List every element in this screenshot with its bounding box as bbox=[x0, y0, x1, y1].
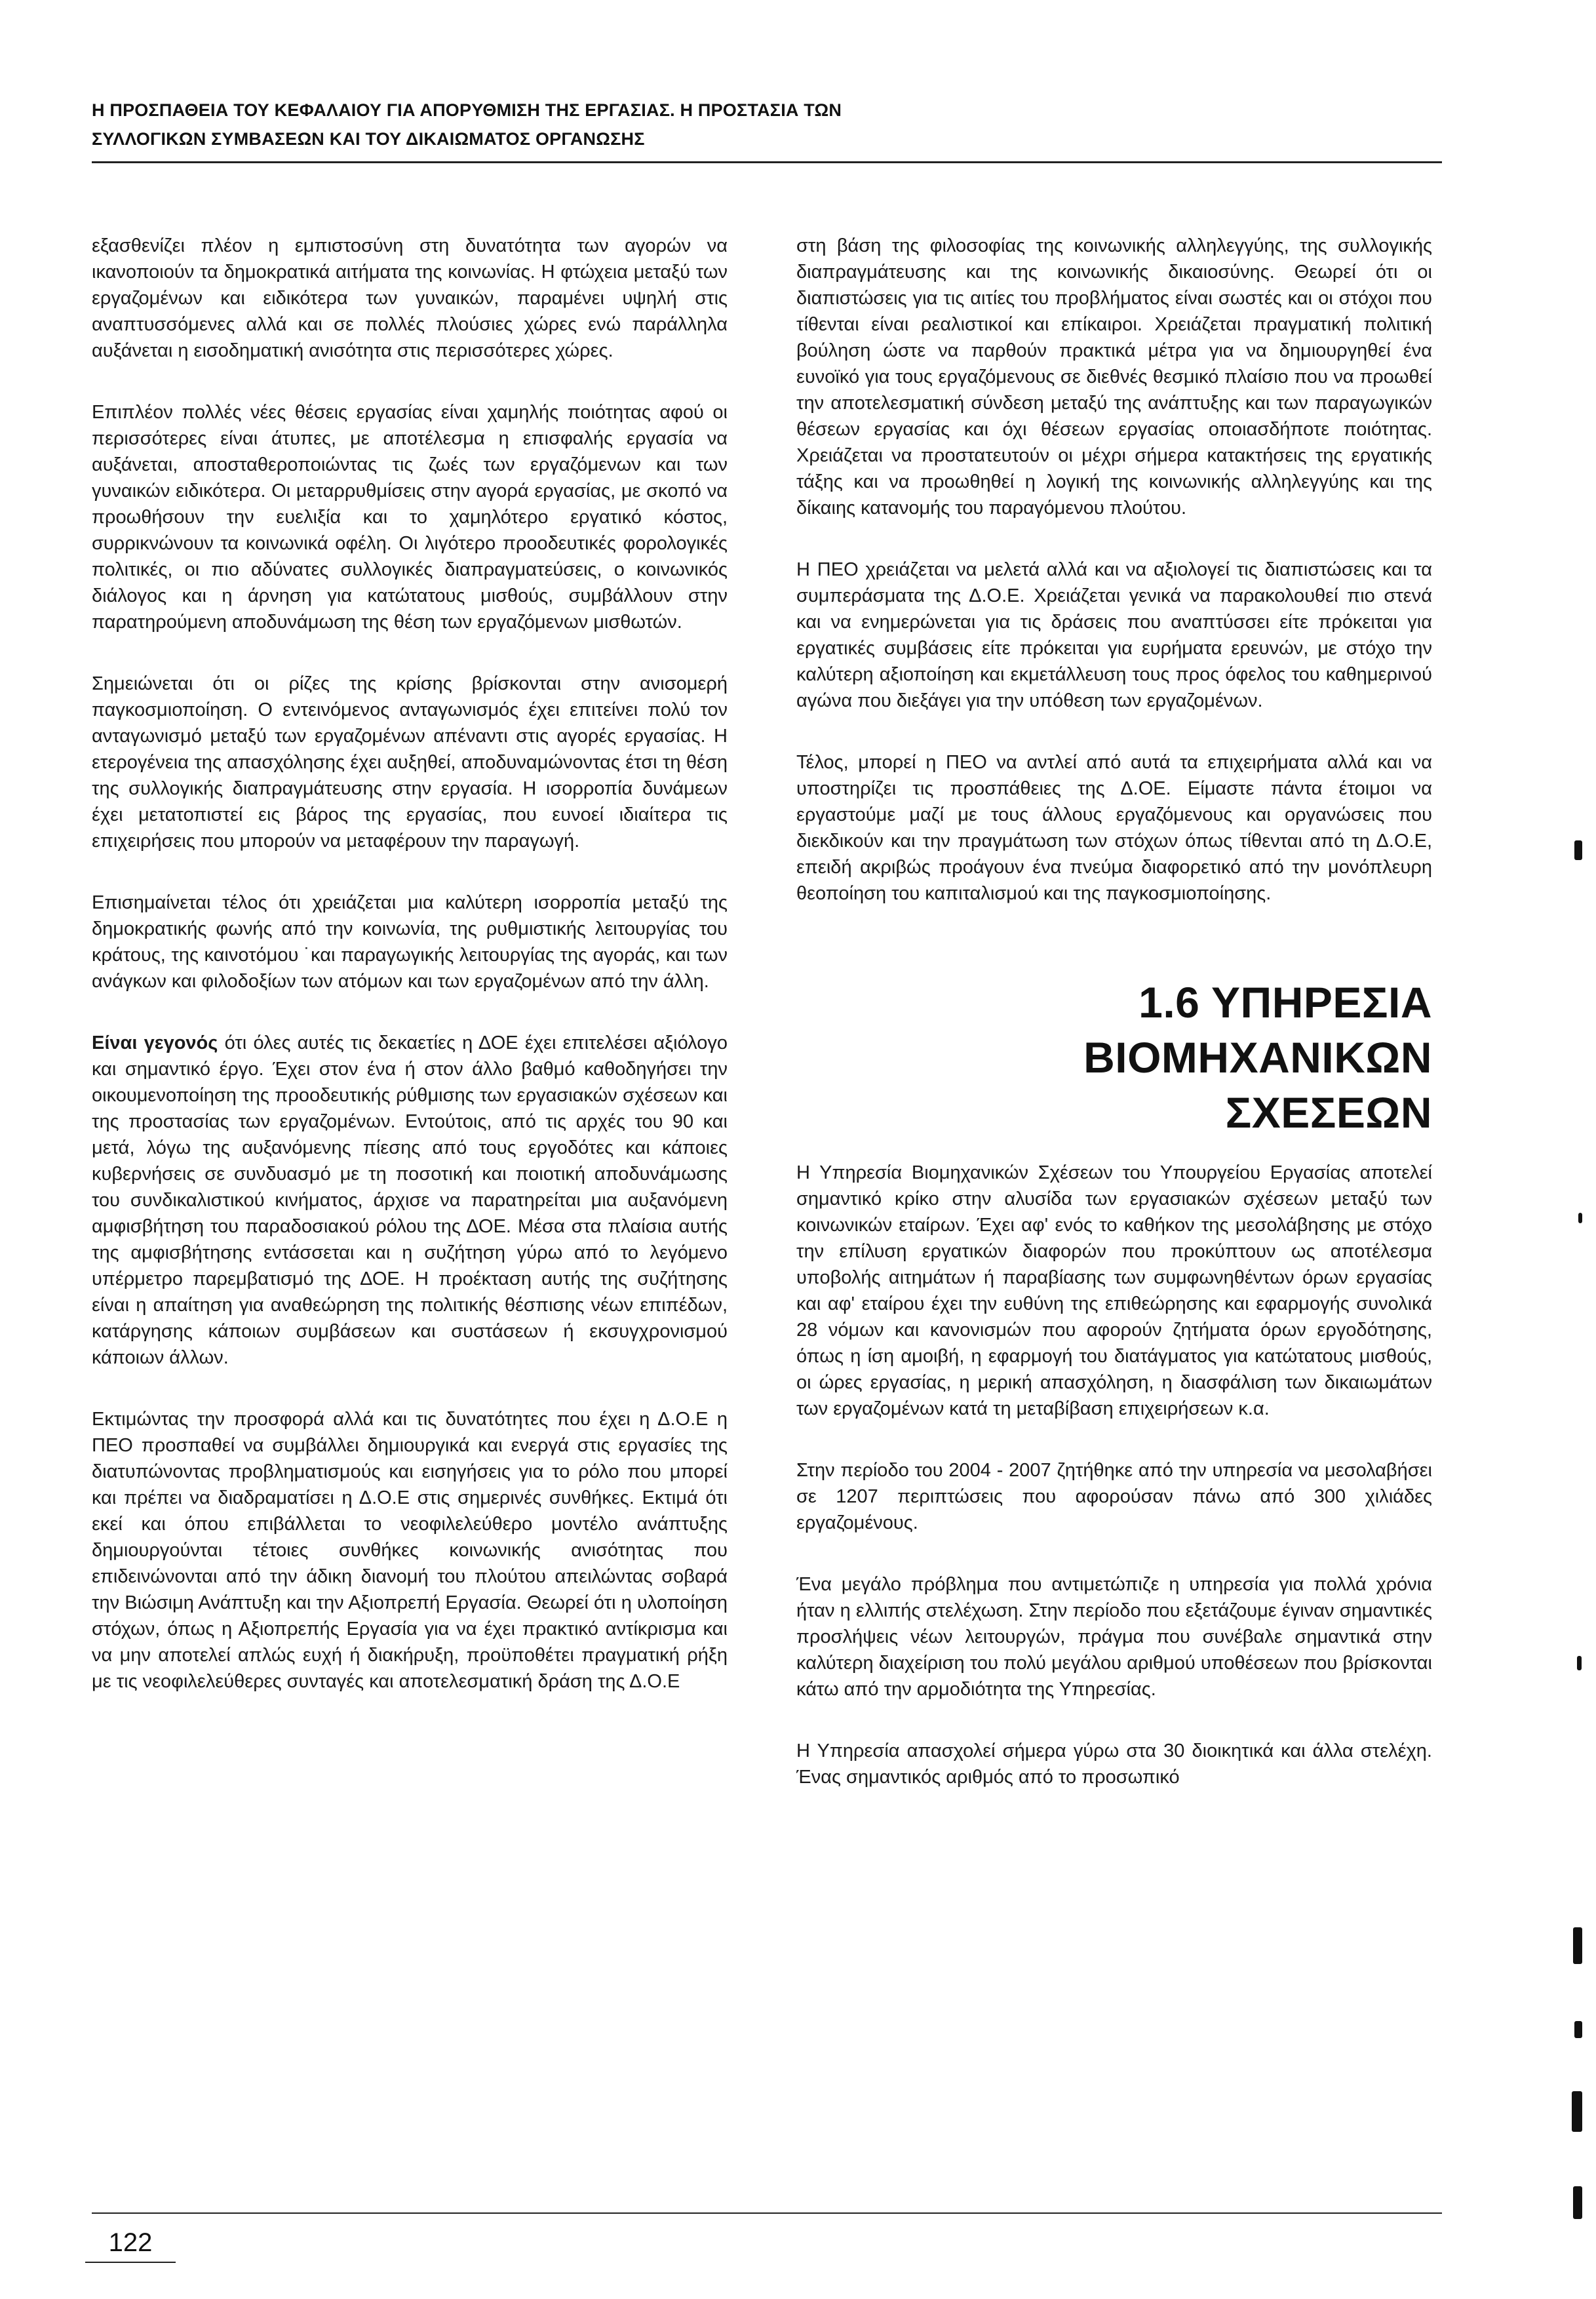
section-heading-line-1: 1.6 ΥΠΗΡΕΣΙΑ ΒΙΟΜΗΧΑΝΙΚΩΝ bbox=[1083, 978, 1432, 1082]
scan-edge-mark bbox=[1577, 1656, 1582, 1670]
page-number-underline bbox=[85, 2262, 176, 2263]
paragraph: Επισημαίνεται τέλος ότι χρειάζεται μια καλύτερη ισορροπία μεταξύ της δημοκρατικής φωνής από την κοινωνία, της ρυθμιστικής λειτουργίας του κράτους, της καινοτόμου ˙και παραγωγικής λειτουργίας της αγοράς, και των ανάγκων και φιλοδοξίων των ατόμων και των εργαζομένων από την άλλη. bbox=[92, 892, 728, 992]
scan-edge-mark bbox=[1574, 2021, 1582, 2038]
scan-edge-mark bbox=[1573, 1927, 1582, 1964]
header-divider bbox=[92, 161, 1442, 163]
section-heading-line-2: ΣΧΕΣΕΩΝ bbox=[1225, 1088, 1432, 1137]
scan-edge-mark bbox=[1572, 2091, 1582, 2132]
paragraph: Σημειώνεται ότι οι ρίζες της κρίσης βρίσκονται στην ανισομερή παγκοσμιοποίηση. Ο εντεινόμενος ανταγωνισμός έχει επιτείνει πολύ τον ανταγωνισμό μεταξύ των εργαζομένων απέναντι στις αγορές εργασίας. Η ετερογένεια της απασχόλησης έχει αυξηθεί, αποδυναμώνοντας έτσι τη θέση της συλλογικής διαπραγμάτευσης στην εργασία. Η ισορροπία δυνάμεων έχει μετατοπιστεί εις βάρος της εργασίας, που ευνοεί ιδιαίτερα τις επιχειρήσεις που μπορούν να μεταφέρουν την παραγωγή. bbox=[92, 673, 728, 852]
left-column bbox=[92, 233, 728, 1695]
footer-divider bbox=[92, 2212, 1442, 2214]
scan-edge-mark bbox=[1578, 1213, 1582, 1223]
bold-lead-in: Είναι γεγονός bbox=[92, 1032, 218, 1053]
paragraph: Επιπλέον πολλές νέες θέσεις εργασίας είναι χαμηλής ποιότητας αφού οι περισσότερες είναι άτυπες, με αποτέλεσμα η επισφαλής εργασία να αυξάνεται, αποσταθεροποιώντας τις ζωές των εργαζόμενων και των γυναικών ειδικότερα. Οι μεταρρυθμίσεις στην αγορά εργασίας, με σκοπό να προωθήσουν την ευελιξία και το χαμηλότερο εργατικό κόστος, συρρικνώνουν τα κοινωνικά οφέλη. Οι λιγότερο προοδευτικές φορολογικές πολιτικές, οι πιο αδύνατες συλλογικές διαπραγματεύσεις, ο κοινωνικός διάλογος και η άρνηση για κατώτατους μισθούς, συμβάλλουν στην παρατηρούμενη αποδυνάμωση της θέση των εργαζόμενων μισθωτών. bbox=[92, 402, 728, 633]
paragraph-text: ότι όλες αυτές τις δεκαετίες η ΔΟΕ έχει επιτελέσει αξιόλογο και σημαντικό έργο. Έχει στον ένα ή στον άλλο βαθμό καθοδηγήσει την οικουμενοποίηση της προοδευτικής ρύθμισης των εργασιακών σχέσεων και της προστασίας των εργαζομένων. Εντούτοις, από τις αρχές του 90 και μετά, λόγω της αυξανόμενης πίεσης από τους εργοδότες και κάποιες κυβερνήσεις σε συνδυασμό με τη ποσοτική και ποιοτική αποδυνάμωσης του συνδικαλιστικού κινήματος, άρχισε να παρατηρείται μια αυξανόμενη αμφισβήτηση του παραδοσιακού ρόλου της ΔΟΕ. Μέσα στα πλαίσια αυτής της αμφισβήτησης εντάσσεται και η συζήτηση γύρω από το λεγόμενο υπέρμετρο παρεμβατισμό της ΔΟΕ. Η προέκταση αυτής της συζήτησης είναι η απαίτηση για αναθεώρηση της πολιτικής θέσπισης νέων επιπέδων, κατάργησης κάποιων συμβάσεων και συστάσεων ή εκσυγχρονισμού κάποιων άλλων. bbox=[92, 1032, 728, 1368]
paragraph: Εκτιμώντας την προσφορά αλλά και τις δυνατότητες που έχει η Δ.Ο.Ε η ΠΕΟ προσπαθεί να συμβάλλει δημιουργικά και ενεργά στις εργασίες της διατυπώνοντας προβληματισμούς και εισηγήσεις για το ρόλο που μπορεί και πρέπει να διαδραματίσει η Δ.Ο.Ε στις σημερινές συνθήκες. Εκτιμά ότι εκεί και όπου επιβάλλεται το νεοφιλελεύθερο μοντέλο ανάπτυξης δημιουργούνται τέτοιες συνθήκες κοινωνικής ανισότητας που επιδεινώνονται από την άδικη διανομή του πλούτου απειλώντας σοβαρά την Βιώσιμη Ανάπτυξη και την Αξιοπρεπή Εργασία. Θεωρεί ότι η υλοποίηση στόχων, όπως η Αξιοπρεπής Εργασία για να έχει πρακτικό αντίκρισμα και να μην αποτελεί απλώς ευχή ή διακήρυξη, προϋποθέτει πραγματική ρήξη με τις νεοφιλελεύθερες συνταγές και αποτελεσματική δράση της Δ.Ο.Ε bbox=[92, 1409, 728, 1692]
running-header bbox=[92, 96, 1442, 153]
paragraph: Ένα μεγάλο πρόβλημα που αντιμετώπιζε η υπηρεσία για πολλά χρόνια ήταν η ελλιπής στελέχωση. Στην περίοδο που εξετάζουμε έγιναν σημαντικές προσλήψεις νέων λειτουργών, πράγμα που συνέβαλε σημαντικά στην καλύτερη διαχείριση του πολύ μεγάλου αριθμού υποθέσεων που βρίσκονται κάτω από την αρμοδιότητα της Υπηρεσίας. bbox=[796, 1574, 1432, 1700]
paragraph: στη βάση της φιλοσοφίας της κοινωνικής αλληλεγγύης, της συλλογικής διαπραγμάτευσης και της κοινωνικής δικαιοσύνης. Θεωρεί ότι οι διαπιστώσεις για τις αιτίες του προβλήματος είναι σωστές και οι στόχοι που τίθενται είναι ρεαλιστικοί και επίκαιροι. Χρειάζεται πραγματική πολιτική βούληση ώστε να παρθούν πρακτικά μέτρα για να δημιουργηθεί ένα ευνοϊκό για τους εργαζόμενους σε διεθνές θεσμικό πλαίσιο που να προωθεί την αποτελεσματική σύνδεση μεταξύ της ανάπτυξης και των παραγωγικών θέσεων εργασίας και όχι θέσεων εργασίας οποιασδήποτε ποιότητας. Χρειάζεται να προστατευτούν οι μέχρι σήμερα κατακτήσεις της εργατικής τάξης και να προωθηθεί η λογική της κοινωνικής αλληλεγγύης και της δίκαιης κατανομής του παραγόμενου πλούτου. bbox=[796, 235, 1432, 519]
paragraph: Η ΠΕΟ χρειάζεται να μελετά αλλά και να αξιολογεί τις διαπιστώσεις και τα συμπεράσματα της Δ.Ο.Ε. Χρειάζεται γενικά να παρακολουθεί πιο στενά και να ενημερώνεται για τις δράσεις που αναπτύσσει είτε πρόκειται για εργατικές συμβάσεις είτε πρόκειται για ευρήματα ερευνών, με στόχο την καλύτερη αξιοποίηση και εκμετάλλευση τους προς όφελος του καθημερινού αγώνα που διεξάγει για την υπόθεση των εργαζομένων. bbox=[796, 559, 1432, 711]
paragraph: εξασθενίζει πλέον η εμπιστοσύνη στη δυνατότητα των αγορών να ικανοποιούν τα δημοκρατικά αιτήματα της κοινωνίας. Η φτώχεια μεταξύ των εργαζομένων και ειδικότερα των γυναικών, παραμένει υψηλή στις αναπτυσσόμενες αλλά και σε πολλές πλούσιες χώρες ενώ παράλληλα αυξάνεται η εισοδηματική ανισότητα στις περισσότερες χώρες. bbox=[92, 235, 728, 361]
paragraph: Στην περίοδο του 2004 - 2007 ζητήθηκε από την υπηρεσία να μεσολαβήσει σε 1207 περιπτώσεις που αφορούσαν πάνω από 300 χιλιάδες εργαζομένους. bbox=[796, 1460, 1432, 1533]
scan-edge-mark bbox=[1574, 840, 1582, 860]
running-header-line-1: Η ΠΡΟΣΠΑΘΕΙΑ ΤΟΥ ΚΕΦΑΛΑΙΟΥ ΓΙΑ ΑΠΟΡΥΘΜΙΣΗ ΤΗΣ ΕΡΓΑΣΙΑΣ. Η ΠΡΟΣΤΑΣΙΑ ΤΩΝ bbox=[92, 100, 842, 120]
right-column bbox=[796, 233, 1432, 1790]
paragraph: Τέλος, μπορεί η ΠΕΟ να αντλεί από αυτά τα επιχειρήματα αλλά και να υποστηρίζει τις προσπάθειες της Δ.ΟΕ. Είμαστε πάντα έτοιμοι να εργαστούμε μαζί με τους άλλους εργαζόμενους και οργανώσεις που διεκδικούν και την πραγμάτωση των στόχων όπως τίθενται από τη Δ.Ο.Ε, επειδή ακριβώς προάγουν ένα πνεύμα διαφορετικό από την μονόπλευρη θεοποίηση του καπιταλισμού και της παγκοσμιοποίησης. bbox=[796, 752, 1432, 904]
paragraph: Η Υπηρεσία Βιομηχανικών Σχέσεων του Υπουργείου Εργασίας αποτελεί σημαντικό κρίκο στην αλυσίδα των εργασιακών σχέσεων μεταξύ των κοινωνικών εταίρων. Έχει αφ' ενός το καθήκον της μεσολάβησης με στόχο την επίλυση εργατικών διαφορών που προκύπτουν ως αποτέλεσμα υποβολής αιτημάτων ή παραβίασης των συμφωνηθέντων όρων εργασίας και αφ' εταίρου έχει την ευθύνη της επιθεώρησης και εφαρμογής συνολικά 28 νόμων και κανονισμών που αφορούν ζητήματα όρων εργοδότησης, όπως η ίση αμοιβή, η εφαρμογή του διατάγματος για κατώτατους μισθούς, οι ώρες εργασίας, η μερική απασχόληση, η διασφάλιση των δικαιωμάτων των εργαζομένων κατά τη μεταβίβαση επιχειρήσεων κ.α. bbox=[796, 1162, 1432, 1419]
page-number: 122 bbox=[108, 2228, 153, 2257]
section-heading bbox=[796, 975, 1432, 1140]
paragraph: Η Υπηρεσία απασχολεί σήμερα γύρω στα 30 διοικητικά και άλλα στελέχη. Ένας σημαντικός αριθμός από το προσωπικό bbox=[796, 1740, 1432, 1788]
paragraph bbox=[92, 1030, 728, 1371]
running-header-line-2: ΣΥΛΛΟΓΙΚΩΝ ΣΥΜΒΑΣΕΩΝ ΚΑΙ ΤΟΥ ΔΙΚΑΙΩΜΑΤΟΣ ΟΡΓΑΝΩΣΗΣ bbox=[92, 129, 645, 149]
scan-edge-mark bbox=[1573, 2186, 1582, 2219]
